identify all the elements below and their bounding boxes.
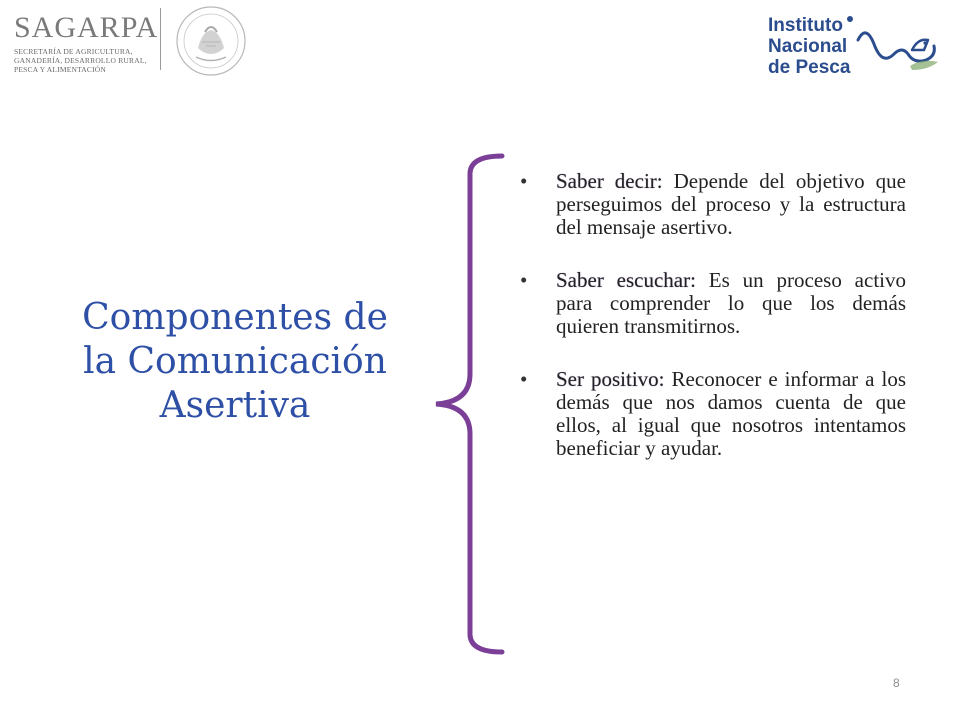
- bullet-term: Ser positivo:: [556, 367, 665, 391]
- sagarpa-logo: [14, 12, 164, 74]
- page-number: 8: [893, 676, 900, 690]
- inp-fish-icon: [762, 10, 952, 80]
- bullet-icon: •: [520, 268, 528, 292]
- slide-title: Componentes de la Comunicación Asertiva: [82, 297, 388, 426]
- inp-logo-line-2: Nacional: [768, 36, 848, 57]
- curly-bracket: [432, 150, 512, 660]
- list-item: [520, 368, 906, 460]
- inp-logo-line-3: de Pesca: [768, 57, 851, 78]
- inp-logo: [762, 10, 952, 80]
- inp-logo-line-1: Instituto: [768, 15, 843, 36]
- sagarpa-logo-name: SAGARPA: [14, 11, 159, 44]
- list-item: [520, 170, 906, 239]
- sagarpa-logo-subtitle: SECRETARÍA DE AGRICULTURA, GANADERÍA, DESARROLLO RURAL, PESCA Y ALIMENTACIÓN: [14, 47, 147, 74]
- bullet-text: Reconocer e informar a los demás que nos damos cuenta de que ellos, al igual que nosotros intentamos beneficiar y ayudar.: [556, 367, 906, 460]
- list-item: [520, 269, 906, 338]
- components-list: [520, 170, 906, 490]
- bullet-icon: •: [520, 367, 528, 391]
- mexico-coat-of-arms-icon: [172, 2, 250, 80]
- bullet-icon: •: [520, 169, 528, 193]
- bullet-term: Saber decir:: [556, 169, 663, 193]
- bullet-text: Depende del objetivo que perseguimos del proceso y la estructura del mensaje asertivo.: [556, 169, 906, 239]
- bullet-term: Saber escuchar:: [556, 268, 696, 292]
- bullet-text: Es un proceso activo para comprender lo que los demás quieren transmitirnos.: [556, 268, 906, 338]
- logo-divider: [160, 8, 161, 70]
